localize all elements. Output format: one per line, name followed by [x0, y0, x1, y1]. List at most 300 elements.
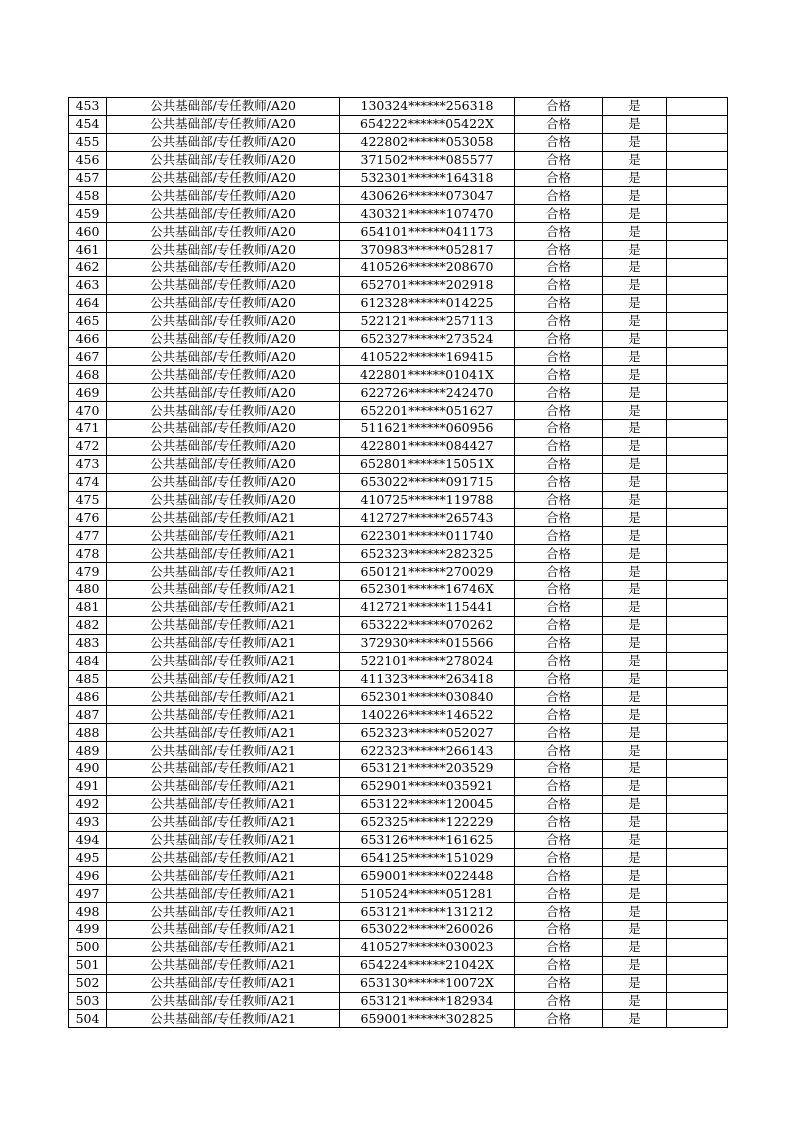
result-cell: 合格 [515, 706, 603, 724]
table-row [69, 115, 728, 133]
position-cell: 公共基础部/专任教师/A21 [107, 938, 340, 956]
row-number-cell: 456 [69, 151, 107, 169]
result-cell: 合格 [515, 133, 603, 151]
result-cell: 合格 [515, 598, 603, 616]
id-number-cell: 654125******151029 [340, 849, 515, 867]
note-cell [667, 509, 728, 527]
row-number-cell: 458 [69, 187, 107, 205]
id-number-cell: 410522******169415 [340, 348, 515, 366]
result-cell: 合格 [515, 348, 603, 366]
note-cell [667, 473, 728, 491]
position-cell: 公共基础部/专任教师/A21 [107, 1010, 340, 1028]
row-number-cell: 471 [69, 420, 107, 438]
row-number-cell: 498 [69, 903, 107, 921]
result-cell: 合格 [515, 920, 603, 938]
id-number-cell: 622323******266143 [340, 742, 515, 760]
results-table [68, 97, 728, 1028]
admitted-cell: 是 [603, 813, 667, 831]
admitted-cell: 是 [603, 259, 667, 277]
position-cell: 公共基础部/专任教师/A21 [107, 509, 340, 527]
result-cell: 合格 [515, 420, 603, 438]
admitted-cell: 是 [603, 670, 667, 688]
admitted-cell: 是 [603, 598, 667, 616]
note-cell [667, 849, 728, 867]
row-number-cell: 504 [69, 1010, 107, 1028]
admitted-cell: 是 [603, 920, 667, 938]
position-cell: 公共基础部/专任教师/A21 [107, 652, 340, 670]
row-number-cell: 477 [69, 527, 107, 545]
position-cell: 公共基础部/专任教师/A21 [107, 581, 340, 599]
position-cell: 公共基础部/专任教师/A20 [107, 330, 340, 348]
id-number-cell: 422801******01041X [340, 366, 515, 384]
note-cell [667, 223, 728, 241]
note-cell [667, 831, 728, 849]
note-cell [667, 151, 728, 169]
table-row [69, 867, 728, 885]
note-cell [667, 169, 728, 187]
table-row [69, 670, 728, 688]
table-row [69, 634, 728, 652]
table-row [69, 330, 728, 348]
table-row [69, 169, 728, 187]
id-number-cell: 370983******052817 [340, 241, 515, 259]
table-row [69, 581, 728, 599]
admitted-cell: 是 [603, 115, 667, 133]
result-cell: 合格 [515, 115, 603, 133]
position-cell: 公共基础部/专任教师/A21 [107, 920, 340, 938]
row-number-cell: 491 [69, 777, 107, 795]
row-number-cell: 487 [69, 706, 107, 724]
table-row [69, 885, 728, 903]
result-cell: 合格 [515, 545, 603, 563]
result-cell: 合格 [515, 903, 603, 921]
position-cell: 公共基础部/专任教师/A20 [107, 223, 340, 241]
result-cell: 合格 [515, 437, 603, 455]
id-number-cell: 652325******122229 [340, 813, 515, 831]
row-number-cell: 478 [69, 545, 107, 563]
table-row [69, 259, 728, 277]
id-number-cell: 654222******05422X [340, 115, 515, 133]
position-cell: 公共基础部/专任教师/A20 [107, 259, 340, 277]
admitted-cell: 是 [603, 223, 667, 241]
id-number-cell: 650121******270029 [340, 563, 515, 581]
table-row [69, 187, 728, 205]
note-cell [667, 205, 728, 223]
row-number-cell: 483 [69, 634, 107, 652]
result-cell: 合格 [515, 402, 603, 420]
table-row [69, 759, 728, 777]
row-number-cell: 463 [69, 276, 107, 294]
position-cell: 公共基础部/专任教师/A21 [107, 688, 340, 706]
result-cell: 合格 [515, 688, 603, 706]
note-cell [667, 813, 728, 831]
id-number-cell: 653122******120045 [340, 795, 515, 813]
result-cell: 合格 [515, 527, 603, 545]
position-cell: 公共基础部/专任教师/A21 [107, 831, 340, 849]
result-cell: 合格 [515, 742, 603, 760]
row-number-cell: 494 [69, 831, 107, 849]
admitted-cell: 是 [603, 205, 667, 223]
table-row [69, 402, 728, 420]
note-cell [667, 241, 728, 259]
table-row [69, 813, 728, 831]
id-number-cell: 410526******208670 [340, 259, 515, 277]
result-cell: 合格 [515, 384, 603, 402]
admitted-cell: 是 [603, 1010, 667, 1028]
id-number-cell: 412727******265743 [340, 509, 515, 527]
admitted-cell: 是 [603, 294, 667, 312]
row-number-cell: 486 [69, 688, 107, 706]
admitted-cell: 是 [603, 938, 667, 956]
row-number-cell: 502 [69, 974, 107, 992]
table-row [69, 849, 728, 867]
id-number-cell: 652801******15051X [340, 455, 515, 473]
row-number-cell: 469 [69, 384, 107, 402]
result-cell: 合格 [515, 223, 603, 241]
admitted-cell: 是 [603, 420, 667, 438]
admitted-cell: 是 [603, 867, 667, 885]
result-cell: 合格 [515, 241, 603, 259]
admitted-cell: 是 [603, 151, 667, 169]
position-cell: 公共基础部/专任教师/A20 [107, 169, 340, 187]
position-cell: 公共基础部/专任教师/A20 [107, 491, 340, 509]
id-number-cell: 410527******030023 [340, 938, 515, 956]
id-number-cell: 653126******161625 [340, 831, 515, 849]
result-cell: 合格 [515, 885, 603, 903]
note-cell [667, 795, 728, 813]
result-cell: 合格 [515, 759, 603, 777]
row-number-cell: 467 [69, 348, 107, 366]
position-cell: 公共基础部/专任教师/A20 [107, 348, 340, 366]
result-cell: 合格 [515, 938, 603, 956]
result-cell: 合格 [515, 831, 603, 849]
id-number-cell: 652301******030840 [340, 688, 515, 706]
position-cell: 公共基础部/专任教师/A20 [107, 312, 340, 330]
note-cell [667, 545, 728, 563]
note-cell [667, 420, 728, 438]
note-cell [667, 294, 728, 312]
id-number-cell: 412721******115441 [340, 598, 515, 616]
note-cell [667, 1010, 728, 1028]
table-row [69, 491, 728, 509]
position-cell: 公共基础部/专任教师/A20 [107, 151, 340, 169]
result-cell: 合格 [515, 509, 603, 527]
row-number-cell: 466 [69, 330, 107, 348]
result-cell: 合格 [515, 330, 603, 348]
note-cell [667, 688, 728, 706]
result-cell: 合格 [515, 616, 603, 634]
position-cell: 公共基础部/专任教师/A21 [107, 724, 340, 742]
id-number-cell: 654101******041173 [340, 223, 515, 241]
id-number-cell: 653022******091715 [340, 473, 515, 491]
id-number-cell: 652901******035921 [340, 777, 515, 795]
row-number-cell: 462 [69, 259, 107, 277]
admitted-cell: 是 [603, 831, 667, 849]
table-row [69, 956, 728, 974]
id-number-cell: 522101******278024 [340, 652, 515, 670]
id-number-cell: 522121******257113 [340, 312, 515, 330]
row-number-cell: 457 [69, 169, 107, 187]
admitted-cell: 是 [603, 473, 667, 491]
note-cell [667, 330, 728, 348]
result-cell: 合格 [515, 259, 603, 277]
note-cell [667, 652, 728, 670]
result-cell: 合格 [515, 98, 603, 116]
admitted-cell: 是 [603, 98, 667, 116]
note-cell [667, 903, 728, 921]
table-row [69, 473, 728, 491]
note-cell [667, 491, 728, 509]
table-row [69, 563, 728, 581]
table-row [69, 366, 728, 384]
position-cell: 公共基础部/专任教师/A21 [107, 527, 340, 545]
row-number-cell: 476 [69, 509, 107, 527]
id-number-cell: 652701******202918 [340, 276, 515, 294]
admitted-cell: 是 [603, 903, 667, 921]
row-number-cell: 454 [69, 115, 107, 133]
row-number-cell: 499 [69, 920, 107, 938]
position-cell: 公共基础部/专任教师/A20 [107, 241, 340, 259]
table-row [69, 706, 728, 724]
admitted-cell: 是 [603, 742, 667, 760]
note-cell [667, 634, 728, 652]
admitted-cell: 是 [603, 616, 667, 634]
result-cell: 合格 [515, 581, 603, 599]
note-cell [667, 867, 728, 885]
position-cell: 公共基础部/专任教师/A21 [107, 849, 340, 867]
note-cell [667, 527, 728, 545]
position-cell: 公共基础部/专任教师/A21 [107, 974, 340, 992]
note-cell [667, 187, 728, 205]
note-cell [667, 366, 728, 384]
position-cell: 公共基础部/专任教师/A20 [107, 187, 340, 205]
position-cell: 公共基础部/专任教师/A20 [107, 437, 340, 455]
admitted-cell: 是 [603, 563, 667, 581]
admitted-cell: 是 [603, 634, 667, 652]
position-cell: 公共基础部/专任教师/A20 [107, 294, 340, 312]
note-cell [667, 312, 728, 330]
row-number-cell: 484 [69, 652, 107, 670]
table-row [69, 151, 728, 169]
note-cell [667, 598, 728, 616]
table-row [69, 205, 728, 223]
row-number-cell: 489 [69, 742, 107, 760]
id-number-cell: 652301******16746X [340, 581, 515, 599]
id-number-cell: 622301******011740 [340, 527, 515, 545]
admitted-cell: 是 [603, 724, 667, 742]
note-cell [667, 616, 728, 634]
admitted-cell: 是 [603, 384, 667, 402]
note-cell [667, 115, 728, 133]
admitted-cell: 是 [603, 992, 667, 1010]
table-row [69, 742, 728, 760]
admitted-cell: 是 [603, 527, 667, 545]
note-cell [667, 563, 728, 581]
id-number-cell: 652201******051627 [340, 402, 515, 420]
table-row [69, 241, 728, 259]
id-number-cell: 511621******060956 [340, 420, 515, 438]
id-number-cell: 510524******051281 [340, 885, 515, 903]
result-cell: 合格 [515, 455, 603, 473]
position-cell: 公共基础部/专任教师/A21 [107, 956, 340, 974]
result-cell: 合格 [515, 169, 603, 187]
id-number-cell: 532301******164318 [340, 169, 515, 187]
note-cell [667, 974, 728, 992]
note-cell [667, 437, 728, 455]
admitted-cell: 是 [603, 652, 667, 670]
note-cell [667, 98, 728, 116]
id-number-cell: 422801******084427 [340, 437, 515, 455]
note-cell [667, 777, 728, 795]
table-row [69, 938, 728, 956]
table-row [69, 455, 728, 473]
id-number-cell: 130324******256318 [340, 98, 515, 116]
table-row [69, 795, 728, 813]
table-row [69, 294, 728, 312]
id-number-cell: 371502******085577 [340, 151, 515, 169]
row-number-cell: 460 [69, 223, 107, 241]
id-number-cell: 659001******302825 [340, 1010, 515, 1028]
row-number-cell: 496 [69, 867, 107, 885]
admitted-cell: 是 [603, 133, 667, 151]
admitted-cell: 是 [603, 706, 667, 724]
id-number-cell: 430626******073047 [340, 187, 515, 205]
position-cell: 公共基础部/专任教师/A21 [107, 759, 340, 777]
id-number-cell: 372930******015566 [340, 634, 515, 652]
id-number-cell: 652327******273524 [340, 330, 515, 348]
admitted-cell: 是 [603, 777, 667, 795]
admitted-cell: 是 [603, 545, 667, 563]
result-cell: 合格 [515, 563, 603, 581]
result-cell: 合格 [515, 294, 603, 312]
id-number-cell: 659001******022448 [340, 867, 515, 885]
result-cell: 合格 [515, 956, 603, 974]
note-cell [667, 133, 728, 151]
table-row [69, 384, 728, 402]
row-number-cell: 500 [69, 938, 107, 956]
table-row [69, 98, 728, 116]
table-row [69, 616, 728, 634]
result-cell: 合格 [515, 187, 603, 205]
id-number-cell: 430321******107470 [340, 205, 515, 223]
table-row [69, 688, 728, 706]
row-number-cell: 490 [69, 759, 107, 777]
position-cell: 公共基础部/专任教师/A21 [107, 598, 340, 616]
position-cell: 公共基础部/专任教师/A20 [107, 276, 340, 294]
id-number-cell: 411323******263418 [340, 670, 515, 688]
position-cell: 公共基础部/专任教师/A21 [107, 813, 340, 831]
admitted-cell: 是 [603, 187, 667, 205]
admitted-cell: 是 [603, 491, 667, 509]
position-cell: 公共基础部/专任教师/A20 [107, 115, 340, 133]
id-number-cell: 652323******282325 [340, 545, 515, 563]
id-number-cell: 653130******10072X [340, 974, 515, 992]
row-number-cell: 465 [69, 312, 107, 330]
position-cell: 公共基础部/专任教师/A21 [107, 545, 340, 563]
table-row [69, 509, 728, 527]
id-number-cell: 622726******242470 [340, 384, 515, 402]
admitted-cell: 是 [603, 437, 667, 455]
position-cell: 公共基础部/专任教师/A20 [107, 366, 340, 384]
row-number-cell: 492 [69, 795, 107, 813]
position-cell: 公共基础部/专任教师/A21 [107, 634, 340, 652]
results-table-body [69, 98, 728, 1028]
table-row [69, 992, 728, 1010]
table-row [69, 903, 728, 921]
admitted-cell: 是 [603, 509, 667, 527]
admitted-cell: 是 [603, 974, 667, 992]
result-cell: 合格 [515, 652, 603, 670]
row-number-cell: 488 [69, 724, 107, 742]
note-cell [667, 259, 728, 277]
note-cell [667, 276, 728, 294]
id-number-cell: 654224******21042X [340, 956, 515, 974]
note-cell [667, 706, 728, 724]
result-cell: 合格 [515, 849, 603, 867]
note-cell [667, 992, 728, 1010]
position-cell: 公共基础部/专任教师/A20 [107, 98, 340, 116]
row-number-cell: 485 [69, 670, 107, 688]
note-cell [667, 724, 728, 742]
position-cell: 公共基础部/专任教师/A21 [107, 616, 340, 634]
row-number-cell: 503 [69, 992, 107, 1010]
id-number-cell: 140226******146522 [340, 706, 515, 724]
admitted-cell: 是 [603, 688, 667, 706]
admitted-cell: 是 [603, 402, 667, 420]
table-row [69, 920, 728, 938]
admitted-cell: 是 [603, 885, 667, 903]
table-row [69, 223, 728, 241]
row-number-cell: 470 [69, 402, 107, 420]
result-cell: 合格 [515, 151, 603, 169]
note-cell [667, 384, 728, 402]
note-cell [667, 581, 728, 599]
note-cell [667, 402, 728, 420]
admitted-cell: 是 [603, 849, 667, 867]
position-cell: 公共基础部/专任教师/A20 [107, 420, 340, 438]
result-cell: 合格 [515, 473, 603, 491]
id-number-cell: 422802******053058 [340, 133, 515, 151]
note-cell [667, 885, 728, 903]
table-row [69, 831, 728, 849]
position-cell: 公共基础部/专任教师/A21 [107, 706, 340, 724]
position-cell: 公共基础部/专任教师/A21 [107, 742, 340, 760]
note-cell [667, 348, 728, 366]
admitted-cell: 是 [603, 956, 667, 974]
note-cell [667, 670, 728, 688]
result-cell: 合格 [515, 777, 603, 795]
note-cell [667, 938, 728, 956]
position-cell: 公共基础部/专任教师/A20 [107, 402, 340, 420]
note-cell [667, 759, 728, 777]
row-number-cell: 459 [69, 205, 107, 223]
result-cell: 合格 [515, 366, 603, 384]
position-cell: 公共基础部/专任教师/A21 [107, 777, 340, 795]
table-row [69, 276, 728, 294]
id-number-cell: 652323******052027 [340, 724, 515, 742]
row-number-cell: 464 [69, 294, 107, 312]
id-number-cell: 653022******260026 [340, 920, 515, 938]
row-number-cell: 453 [69, 98, 107, 116]
result-cell: 合格 [515, 491, 603, 509]
table-row [69, 545, 728, 563]
row-number-cell: 474 [69, 473, 107, 491]
admitted-cell: 是 [603, 366, 667, 384]
admitted-cell: 是 [603, 795, 667, 813]
result-cell: 合格 [515, 813, 603, 831]
row-number-cell: 480 [69, 581, 107, 599]
result-cell: 合格 [515, 276, 603, 294]
